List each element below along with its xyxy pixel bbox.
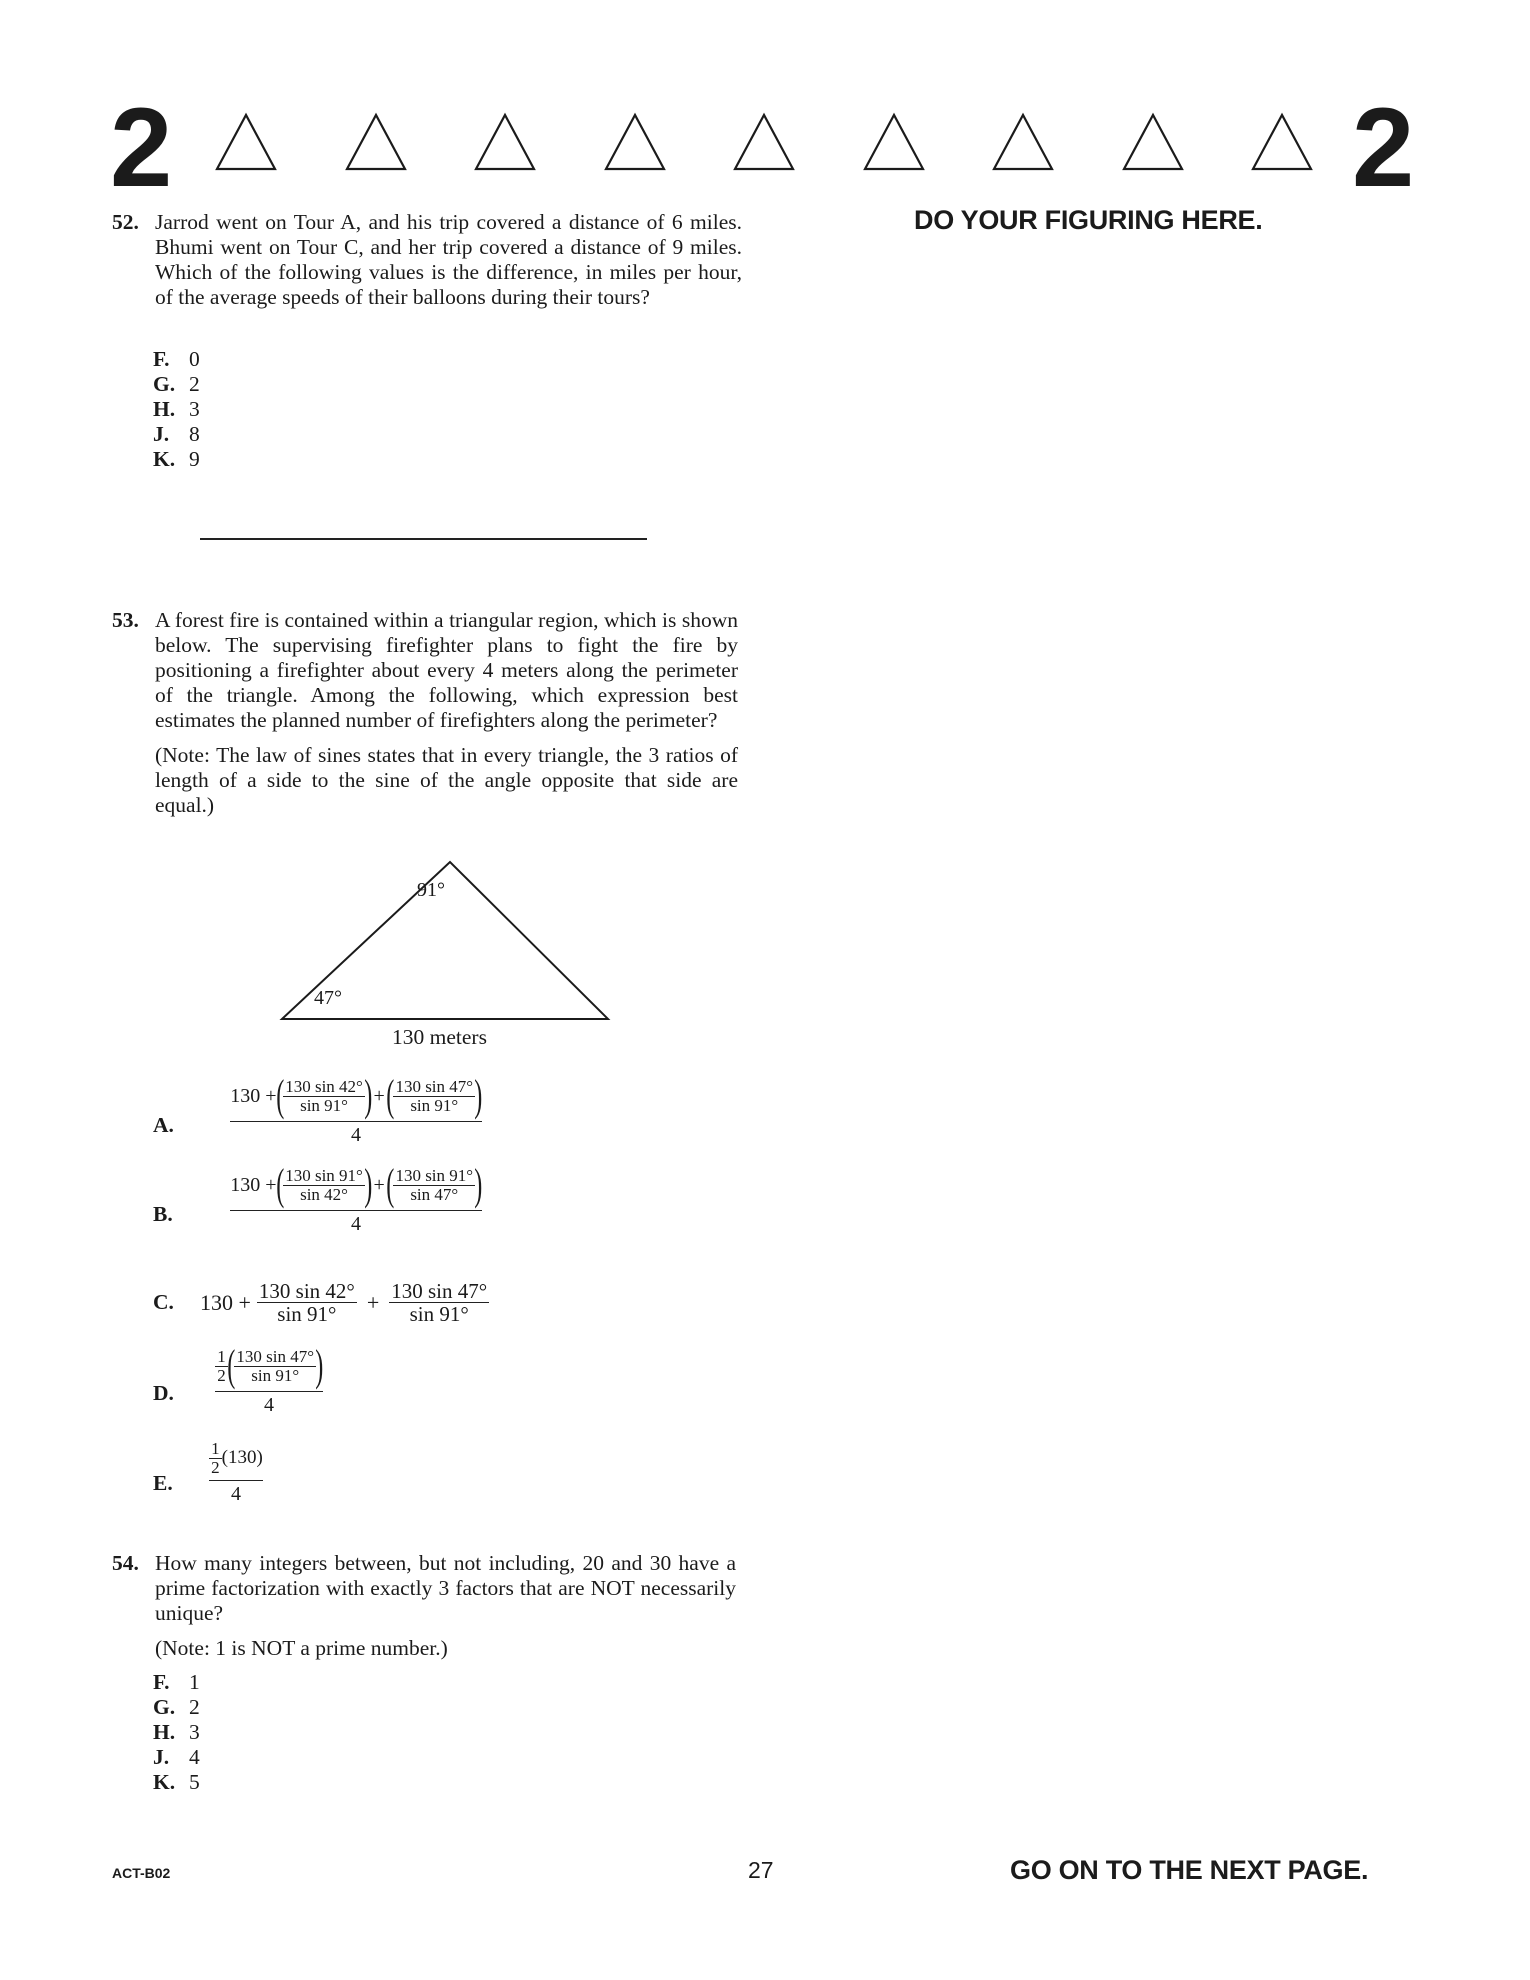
question-number: 52. xyxy=(112,210,139,234)
question-54 xyxy=(112,1551,736,1661)
plus-sign: + xyxy=(366,1289,380,1315)
triangle-icon xyxy=(215,112,277,172)
term1-numerator: 130 sin 42° xyxy=(258,1279,355,1303)
option-g[interactable] xyxy=(153,1695,200,1720)
option-b[interactable]: 130 + ( $\frac{130 \sin 91^\circ}{\sin 42^\circ}$ ) + ( $\frac{130 \sin 91^\circ}{\sin 47^\circ}$ ) 4 xyxy=(230,1160,483,1235)
term1-numerator: 130 sin 42° xyxy=(285,1076,363,1096)
half-denominator: 2 xyxy=(211,1457,220,1477)
next-page-label: GO ON TO THE NEXT PAGE. xyxy=(1010,1855,1369,1885)
denominator: 4 xyxy=(264,1394,274,1416)
option-value: 5 xyxy=(189,1770,200,1794)
term2-numerator: 130 sin 91° xyxy=(395,1165,474,1185)
option-value: 0 xyxy=(189,347,200,371)
lead-term: 130 + xyxy=(230,1173,277,1196)
term2-denominator: sin 91° xyxy=(409,1302,469,1327)
term-numerator: 130 sin 47° xyxy=(236,1346,315,1366)
option-letter: H. xyxy=(153,397,176,421)
top-angle-label: 91° xyxy=(417,879,445,901)
option-j[interactable] xyxy=(153,422,200,447)
half-numerator: 1 xyxy=(211,1439,220,1458)
question-note: (Note: 1 is NOT a prime number.) xyxy=(155,1636,448,1660)
term2-denominator: sin 91° xyxy=(410,1095,459,1115)
term1-denominator: sin 42° xyxy=(300,1184,348,1204)
triangle-icon xyxy=(474,112,536,172)
option-value: 8 xyxy=(189,422,200,446)
question-text: Jarrod went on Tour A, and his trip covered a distance of 6 miles. Bhumi went on Tour C, and her trip covered a distance of 9 miles. Which of the following values is the difference, in miles per hour, of the average speeds of their balloons during their tours? xyxy=(155,210,742,309)
left-angle-label: 47° xyxy=(314,987,342,1009)
option-k[interactable] xyxy=(153,1770,200,1795)
option-value: 3 xyxy=(189,397,200,421)
base-label: 130 meters xyxy=(392,1025,487,1049)
question-text: A forest fire is contained within a triangular region, which is shown below. The supervising firefighter plans to fight the fire by positioning a firefighter about every 4 meters along the perimeter of the triangle. Among the following, which expression best estimates the planned number of firefighters along the perimeter? xyxy=(155,608,738,732)
triangle-icon xyxy=(992,112,1054,172)
term1-numerator: 130 sin 91° xyxy=(285,1165,363,1185)
triangle-icon xyxy=(733,112,795,172)
option-value: 4 xyxy=(189,1745,200,1769)
term1-denominator: sin 91° xyxy=(277,1302,337,1327)
plus-sign: + xyxy=(373,1084,385,1107)
section-number-left: 2 xyxy=(110,85,173,210)
half-denominator: 2 xyxy=(217,1365,226,1385)
option-c-letter: C. xyxy=(153,1290,174,1314)
option-letter: K. xyxy=(153,1770,176,1794)
term-denominator: sin 91° xyxy=(251,1365,300,1385)
figuring-label: DO YOUR FIGURING HERE. xyxy=(914,205,1263,235)
triangle-icon xyxy=(1122,112,1184,172)
lead-term: 130 + xyxy=(200,1289,251,1315)
option-value: 9 xyxy=(189,447,200,471)
question-note: (Note: The law of sines states that in every triangle, the 3 ratios of length of a side to the sine of the angle opposite that side are equal.) xyxy=(155,743,738,817)
triangle-icon xyxy=(604,112,666,172)
option-letter: K. xyxy=(153,447,176,471)
triangle-icon xyxy=(863,112,925,172)
option-d[interactable]: $\frac{1}{2}$ ( $\frac{130 \sin 47^\circ}{\sin 91^\circ}$ ) 4 xyxy=(217,1341,324,1416)
option-letter: H. xyxy=(153,1720,176,1744)
denominator: 4 xyxy=(231,1482,241,1505)
option-e-letter: E. xyxy=(153,1471,173,1495)
option-h[interactable] xyxy=(153,1720,200,1745)
question-number: 54. xyxy=(112,1551,139,1575)
term1-denominator: sin 91° xyxy=(300,1095,348,1115)
option-value: 2 xyxy=(189,372,200,396)
option-a[interactable]: 130 + ( $\frac{130 \sin 42^\circ}{\sin 91^\circ}$ ) + ( $\frac{130 \sin 47^\circ}{\sin 91^\circ}$ ) 4 xyxy=(230,1071,483,1146)
plus-sign: + xyxy=(373,1173,385,1196)
question-text: How many integers between, but not including, 20 and 30 have a prime factorization with exactly 3 factors that are NOT necessarily unique? xyxy=(155,1551,736,1625)
option-g[interactable] xyxy=(153,372,200,397)
option-letter: F. xyxy=(153,1670,170,1694)
option-letter: J. xyxy=(153,1745,170,1769)
question-52 xyxy=(112,210,742,310)
section-number-right: 2 xyxy=(1352,85,1415,210)
triangle-icon xyxy=(345,112,407,172)
option-e[interactable] xyxy=(200,1440,272,1505)
option-a-letter: A. xyxy=(153,1113,174,1137)
option-letter: J. xyxy=(153,422,170,446)
half-numerator: 1 xyxy=(217,1346,226,1366)
option-letter: F. xyxy=(153,347,170,371)
question-53 xyxy=(112,608,738,818)
q54-options xyxy=(153,1670,200,1795)
option-letter: G. xyxy=(153,372,176,396)
denominator: 4 xyxy=(351,1124,361,1146)
denominator: 4 xyxy=(351,1213,361,1235)
option-b-letter: B. xyxy=(153,1202,173,1226)
triangle-figure xyxy=(270,852,620,1032)
option-k[interactable] xyxy=(153,447,200,472)
option-value: 3 xyxy=(189,1720,200,1744)
triangle-icon xyxy=(1251,112,1313,172)
page-number: 27 xyxy=(748,1857,774,1883)
option-value: 1 xyxy=(189,1670,200,1694)
option-d-letter: D. xyxy=(153,1381,174,1405)
question-divider xyxy=(200,538,647,540)
triangle-row xyxy=(215,112,1295,174)
term2-denominator: sin 47° xyxy=(410,1184,459,1204)
q52-options xyxy=(153,347,200,472)
term2-numerator: 130 sin 47° xyxy=(395,1076,474,1096)
option-e-value: (130) xyxy=(221,1447,263,1469)
option-value: 2 xyxy=(189,1695,200,1719)
option-f[interactable] xyxy=(153,1670,200,1695)
option-c[interactable] xyxy=(200,1280,489,1325)
option-h[interactable] xyxy=(153,397,200,422)
option-j[interactable] xyxy=(153,1745,200,1770)
footer-code: ACT-B02 xyxy=(112,1865,171,1881)
term2-numerator: 130 sin 47° xyxy=(391,1279,488,1303)
question-number: 53. xyxy=(112,608,139,632)
lead-term: 130 + xyxy=(230,1084,277,1107)
option-f[interactable] xyxy=(153,347,200,372)
option-letter: G. xyxy=(153,1695,176,1719)
